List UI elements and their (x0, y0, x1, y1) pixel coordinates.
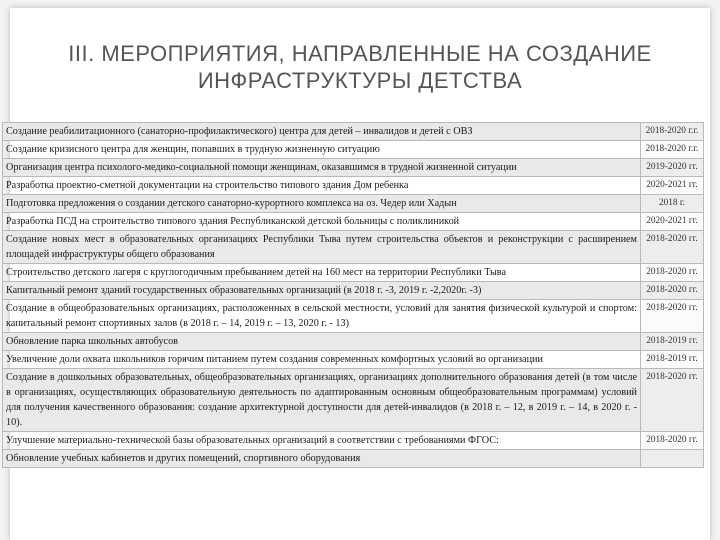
table-row (3, 264, 704, 282)
table-row (3, 231, 704, 264)
table-row (3, 369, 704, 432)
term-cell: 2018-2020 гг. (641, 369, 704, 432)
activity-cell: Создание реабилитационного (санаторно-профилактического) центра для детей – инвалидов и детей с ОВЗ (3, 123, 641, 141)
activities-table (2, 122, 704, 468)
table-row (3, 159, 704, 177)
table-row (3, 195, 704, 213)
term-cell: 2019-2020 гг. (641, 159, 704, 177)
table-row (3, 141, 704, 159)
activity-cell: Создание в общеобразовательных организациях, расположенных в сельской местности, условий для занятия физической культурой и спортом: капитальный ремонт спортивных залов (в 2018 г. – 14, 2019 г. – 13, 2020 г. - 13) (3, 300, 641, 333)
term-cell: 2018 г. (641, 195, 704, 213)
activity-cell: Улучшение материально-технической базы образовательных организаций в соответствии с требованиями ФГОС: (3, 432, 641, 450)
activity-cell: Создание кризисного центра для женщин, попавших в трудную жизненную ситуацию (3, 141, 641, 159)
title-line-2: ИНФРАСТРУКТУРЫ ДЕТСТВА (197, 68, 523, 93)
table-row (3, 123, 704, 141)
term-cell: 2018-2020 гг. (641, 264, 704, 282)
term-cell: 2018-2020 гг. (641, 300, 704, 333)
activity-cell: Строительство детского лагеря с круглогодичным пребыванием детей на 160 мест на территории Республики Тыва (3, 264, 641, 282)
activity-cell: Создание новых мест в образовательных организациях Республики Тыва путем строительства объектов и реконструкции с расширением площадей инфраструктуры общего образования (3, 231, 641, 264)
term-cell: 2020-2021 гг. (641, 177, 704, 195)
activity-cell: Создание в дошкольных образовательных, общеобразовательных организациях, организациях дополнительного образования детей (в том числе в организациях, осуществляющих образовательную деятельность по адаптированным основным общеобразовательным программам) условий для получения качественного образования: создание архитектурной доступности для детей-инвалидов (в 2018 г. – 12, в 2019 г. – 14, в 2020 г. - 10). (3, 369, 641, 432)
activity-cell: Капитальный ремонт зданий государственных образовательных организаций (в 2018 г. -3, 2019 г. -2,2020г. -3) (3, 282, 641, 300)
title-line-1: III. МЕРОПРИЯТИЯ, НАПРАВЛЕННЫЕ НА СОЗДАНИЕ (68, 41, 652, 66)
activity-cell: Обновление парка школьных автобусов (3, 333, 641, 351)
activity-cell: Разработка проектно-сметной документации на строительство типового здания Дом ребенка (3, 177, 641, 195)
table-row (3, 177, 704, 195)
table-row (3, 450, 704, 468)
table-row (3, 333, 704, 351)
term-cell: 2020-2021 гг. (641, 213, 704, 231)
term-cell: 2018-2020 гг. (641, 432, 704, 450)
table-row (3, 300, 704, 333)
term-cell: 2018-2019 гг. (641, 351, 704, 369)
table-row (3, 282, 704, 300)
term-cell: 2018-2020 гг. (641, 282, 704, 300)
term-cell (641, 450, 704, 468)
term-cell: 2018-2020 г.г. (641, 123, 704, 141)
table-row (3, 351, 704, 369)
term-cell: 2018-2019 гг. (641, 333, 704, 351)
table-row (3, 213, 704, 231)
activity-cell: Подготовка предложения о создании детского санаторно-курортного комплекса на оз. Чедер или Хадын (3, 195, 641, 213)
slide-title (0, 40, 720, 94)
activity-cell: Организация центра психолого-медико-социальной помощи женщинам, оказавшимся в трудной жизненной ситуации (3, 159, 641, 177)
activity-cell: Увеличение доли охвата школьников горячим питанием путем создания современных комфортных условий во организации (3, 351, 641, 369)
table-row (3, 432, 704, 450)
term-cell: 2018-2020 гг. (641, 231, 704, 264)
term-cell: 2018-2020 г.г. (641, 141, 704, 159)
activity-cell: Обновление учебных кабинетов и других помещений, спортивного оборудования (3, 450, 641, 468)
activity-cell: Разработка ПСД на строительство типового здания Республиканской детской больницы с поликлиникой (3, 213, 641, 231)
